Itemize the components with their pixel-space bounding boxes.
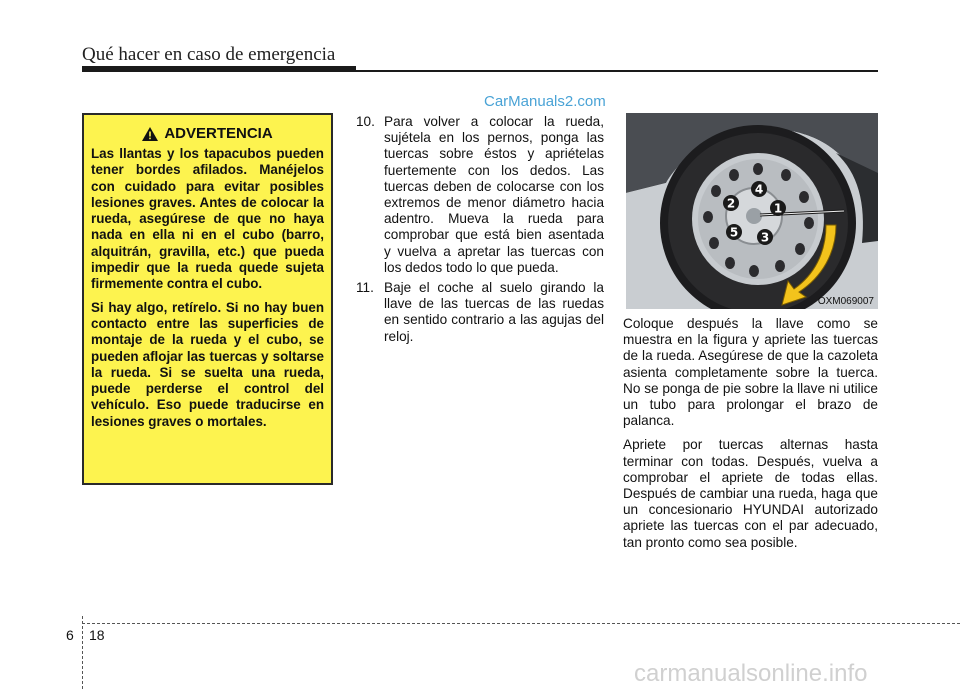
right-column-text [623, 316, 878, 559]
footer-rule [82, 623, 960, 624]
step-text: Baje el coche al suelo girando la llave de las tuercas de las ruedas en sentido contrario a las agujas del reloj. [384, 280, 604, 344]
body-paragraph: Apriete por tuercas alternas hasta terminar con todas. Después, vuelva a comprobar el apriete de todas ellas. Después de cambiar una rueda, haga que un concesionario HYUNDAI autorizado apriete las tuercas con el par adecuado, tan pronto como sea posible. [623, 437, 878, 550]
instruction-step [356, 280, 604, 345]
watermark-bottom: carmanualsonline.info [634, 660, 868, 687]
instruction-step [356, 114, 604, 276]
nut-label: 2 [726, 196, 736, 211]
page-header-title: Qué hacer en caso de emergencia [82, 44, 336, 65]
instruction-list [356, 114, 604, 349]
footer-vertical-rule [82, 616, 83, 689]
warning-header [91, 125, 324, 142]
nut-label: 3 [760, 230, 770, 245]
chapter-number: 6 [66, 627, 74, 643]
warning-title: ADVERTENCIA [164, 125, 273, 142]
wheel-illustration [626, 113, 878, 309]
header-rule-thin [82, 70, 878, 72]
body-paragraph: Coloque después la llave como se muestra en la figura y apriete las tuercas de la rueda. Asegúrese de que la cazoleta asienta completamente sobre la tuerca. No se ponga de pie sobre la llave ni utilice un tubo para prolongar el brazo de palanca. [623, 316, 878, 429]
step-number: 11. [356, 280, 374, 296]
warning-paragraph: Si hay algo, retírelo. Si no hay buen contacto entre las superficies de montaje de la rueda y el cubo, se pueden aflojar las tuercas y soltarse la rueda. Si se suelta una rueda, puede perderse el control del vehículo. Eso puede traducirse en lesiones graves o mortales. [91, 299, 324, 429]
step-number: 10. [356, 114, 375, 129]
warning-box [82, 113, 333, 485]
warning-paragraph: Las llantas y los tapacubos pueden tener bordes afilados. Manéjelos con cuidado para evitar posibles lesiones graves. Antes de colocar la rueda, asegúrese de que no haya nada en ella ni en el cubo (barro, alquitrán, gravilla, etc.) que pueda impedir que la rueda quede sujeta firmemente contra el cubo. [91, 146, 324, 292]
watermark-top: CarManuals2.com [484, 93, 606, 110]
warning-triangle-icon [142, 127, 158, 141]
step-text: Para volver a colocar la rueda, sujétela en los pernos, ponga las tuercas sobre éstos y apriételas fuertemente con los dedos. Las tuercas deben de colocarse con los extremos de menor diámetro hacia adentro. Mueva la rueda para comprobar que está bien asentada y vuelva a apretar las tuercas con los dedos todo lo que pueda. [384, 114, 604, 275]
figure-code: OXM069007 [817, 296, 874, 307]
nut-label: 4 [754, 182, 764, 197]
wheel-figure [626, 113, 878, 309]
page-number: 18 [89, 627, 105, 643]
nut-label: 1 [773, 201, 783, 216]
nut-label: 5 [729, 225, 739, 240]
